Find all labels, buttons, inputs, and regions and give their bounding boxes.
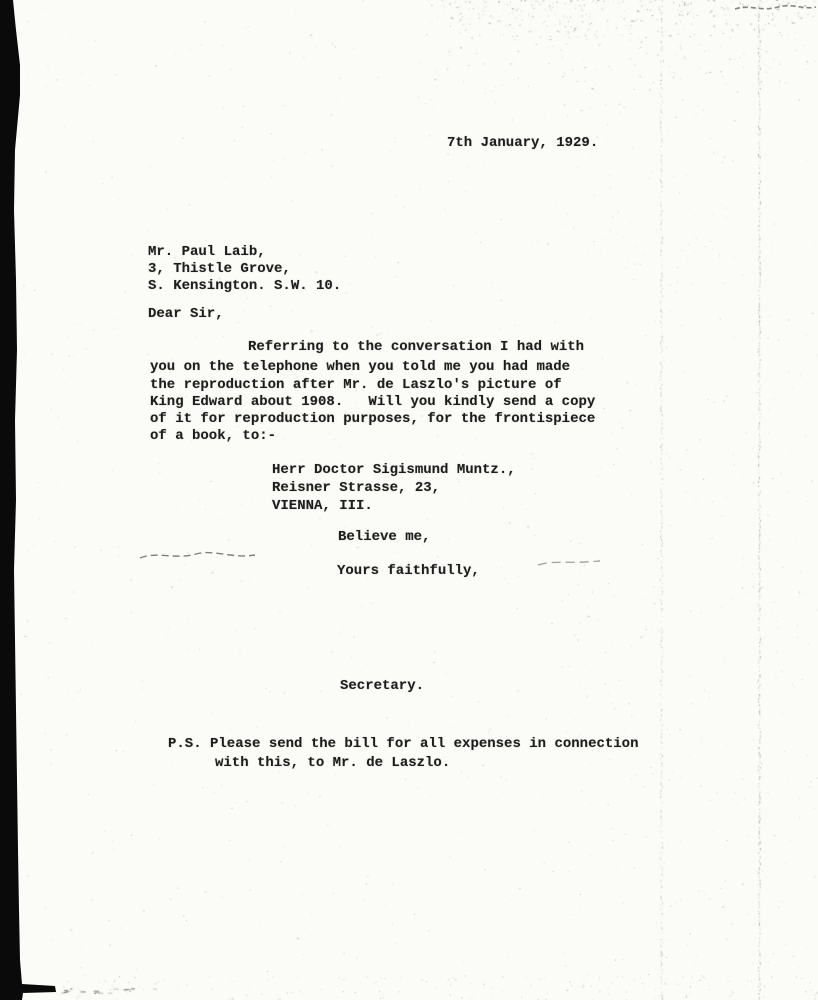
recipient-city: S. Kensington. S.W. 10. — [148, 278, 342, 294]
body-line: Referring to the conversation I had with — [248, 339, 585, 355]
recipient-name: Mr. Paul Laib, — [148, 244, 266, 260]
signature-title: Secretary. — [340, 678, 425, 694]
postscript-line: with this, to Mr. de Laszlo. — [215, 755, 451, 771]
body-line: King Edward about 1908. Will you kindly send a copy — [150, 394, 596, 410]
body-line: the reproduction after Mr. de Laszlo's picture of — [150, 377, 562, 393]
date-line: 7th January, 1929. — [447, 135, 599, 151]
valediction: Yours faithfully, — [337, 563, 480, 579]
forwarding-name: Herr Doctor Sigismund Muntz., — [272, 462, 516, 478]
corner-smudge — [735, 6, 816, 9]
pencil-scribble-left — [140, 553, 255, 558]
closing-line: Believe me, — [338, 529, 431, 545]
body-line: you on the telephone when you told me you had made — [150, 359, 571, 375]
body-line: of a book, to:- — [150, 428, 277, 444]
salutation: Dear Sir, — [148, 306, 224, 322]
forwarding-street: Reisner Strasse, 23, — [272, 480, 441, 496]
body-line: of it for reproduction purposes, for the frontispiece — [150, 411, 596, 427]
forwarding-city: VIENNA, III. — [272, 498, 373, 514]
pencil-scribble-right — [538, 561, 600, 565]
recipient-street: 3, Thistle Grove, — [148, 261, 291, 277]
postscript-line: P.S. Please send the bill for all expenses in connection — [168, 736, 639, 752]
